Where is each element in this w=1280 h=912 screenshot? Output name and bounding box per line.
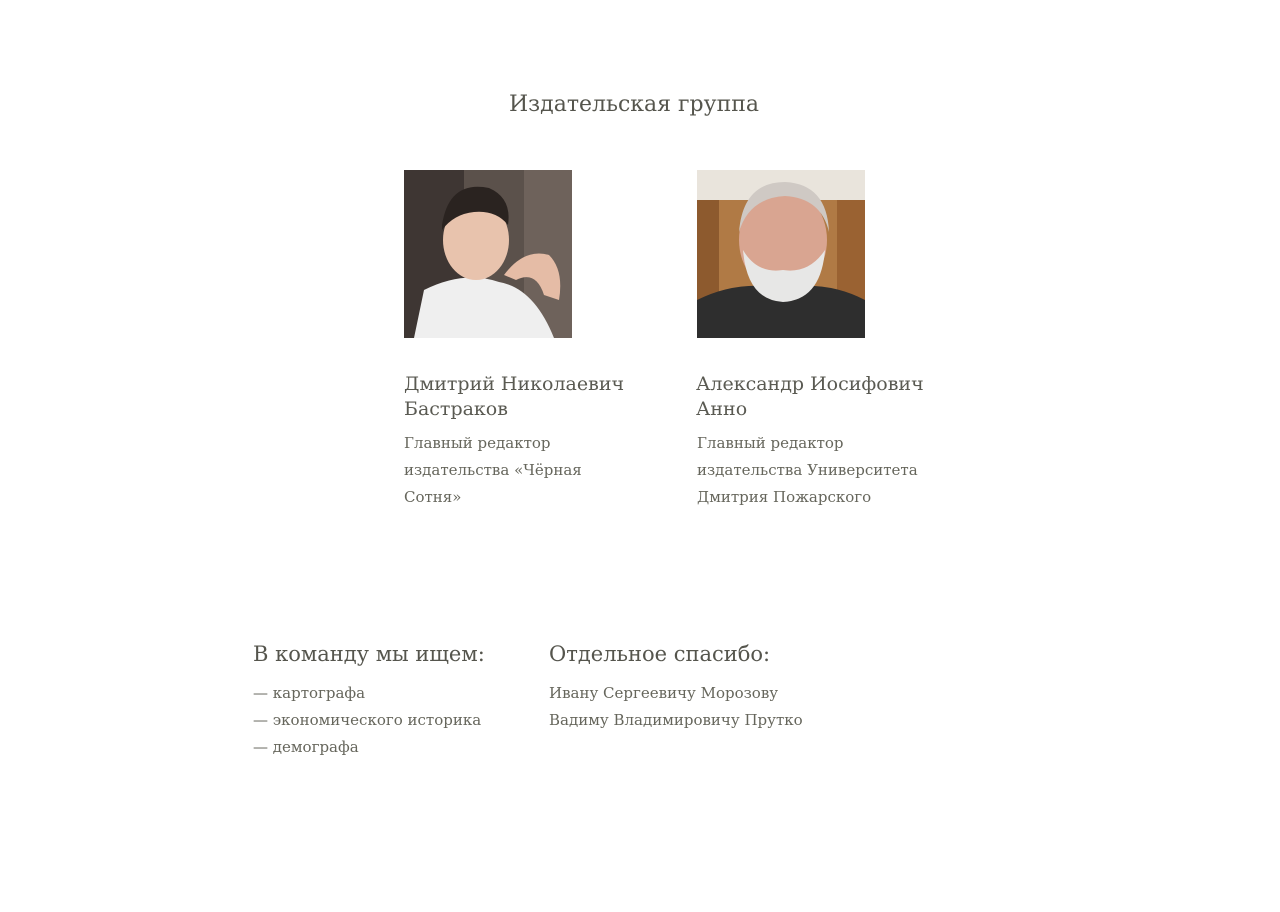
member-role-line: издательства Университета bbox=[697, 461, 918, 479]
member-role-line: Главный редактор bbox=[404, 434, 551, 452]
member-name bbox=[696, 372, 937, 422]
list-item: Ивану Сергеевичу Морозову bbox=[549, 684, 779, 702]
list-item: — экономического историка bbox=[253, 711, 482, 729]
member-role bbox=[697, 430, 937, 511]
section-title: Издательская группа bbox=[508, 92, 760, 117]
member-name-line: Дмитрий Николаевич bbox=[404, 373, 625, 395]
list-item: Вадиму Владимировичу Прутко bbox=[549, 711, 803, 729]
portrait-image bbox=[697, 170, 865, 338]
portrait-image bbox=[404, 170, 572, 338]
member-role bbox=[404, 430, 644, 511]
hiring-section bbox=[253, 642, 533, 761]
member-role-line: Сотня» bbox=[404, 488, 462, 506]
team-member-card bbox=[404, 170, 644, 511]
member-name-line: Бастраков bbox=[404, 398, 508, 420]
member-photo bbox=[404, 170, 572, 338]
member-role-line: Дмитрия Пожарского bbox=[697, 488, 872, 506]
member-photo bbox=[697, 170, 865, 338]
list-item: — картографа bbox=[253, 684, 366, 702]
member-name-line: Александр Иосифович bbox=[696, 373, 924, 395]
thanks-title: Отдельное спасибо: bbox=[549, 642, 771, 666]
thanks-list bbox=[549, 680, 869, 734]
hiring-title: В команду мы ищем: bbox=[253, 642, 485, 666]
member-name-line: Анно bbox=[696, 398, 748, 420]
member-name bbox=[404, 372, 644, 422]
member-role-line: Главный редактор bbox=[697, 434, 844, 452]
thanks-section bbox=[549, 642, 869, 734]
team-member-card bbox=[697, 170, 937, 511]
hiring-list bbox=[253, 680, 533, 761]
list-item: — демографа bbox=[253, 738, 359, 756]
member-role-line: издательства «Чёрная bbox=[404, 461, 582, 479]
